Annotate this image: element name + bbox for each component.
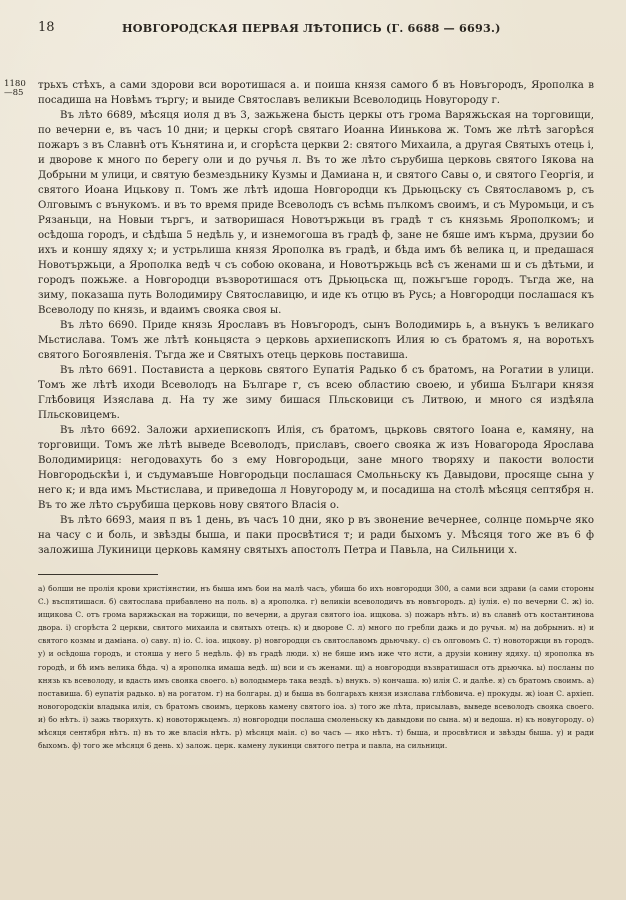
page-number: 18 [38,20,55,35]
footnotes [38,582,594,752]
footnote-text: а) болши не пролія крови христіянстии, нъ быша имъ бои на малѣ часъ, убиша бо ихъ новгородци 300, а сами вси здрави (а сами стороны С.) въспятишася. б) святослава прибавлено на поль. в) а ярополка. г) великiи всеволодичъ въ новъгородъ. д) іулія. е) по вечерни С. ж) іо. ищикова С. отъ грома варяжьская на торжищи, по вечерни, а другая святого іоа. ищкова. з) пожаръ нѣтъ. и) въ славнѣ отъ костантинова двора. і) сгорѣста 2 церкви, святого михаила и святыхъ отецъ. к) и дворове С. л) много по гребли дажь и до ручья. м) на добрыниъ. н) и святого козмы и даміана. о) саву. п) іо. С. іоа. ицкову. р) новгородци съ святославомъ дрьючьку. с) съ олговомъ С. т) новоторжци въ городъ. у) и осѣдоша городъ, и стояша у него 5 недѣль. ф) въ градѣ люди. х) не бяше имъ иже что ясти, а друзiи конину ядяху. ц) ярополка въ городѣ, и бѣ имъ велика бѣда. ч) а ярополка имаша ведѣ. ш) вси и съ женами. щ) а новгородци възвратишася отъ дрьючка. ы) посланы по князь къ всеволоду, и вдасть имъ свояка своего. ь) володымерь така вездѣ. ъ) внукъ. э) кончаша. ю) илія С. и далѣе. я) съ братомъ своимъ. а) поставиша. б) еупатія радько. в) на рогатом. г) на болгары. д) и быша въ болгарьхъ князя изяслава глѣбовича. е) прокуды. ж) іоан С. архiеп. новогородскiи владыка илія, съ братомъ своимъ, церковь камену святого іоа. з) того же лѣта, присылавъ, выведе всеволодъ свояка своего. и) бо нѣтъ. і) зажь творяхуть. к) новоторжьцемъ. л) новгородци послаша смоленьску къ давыдови по сына. м) и ведоша. н) къ новугороду. о) мѣсяця сентября нѣтъ. п) въ то же власія нѣтъ. р) мѣсяця маія. с) во часъ — яко нѣтъ. т) быша, и просвѣтися и звѣзды быша. у) и ради быхомъ. ф) того же мѣсяця 6 день. х) залож. церк. камену лукинци святого петра и павла, на сильници. [38,584,594,751]
paragraph-year-6690: Въ лѣто 6690. Приде князь Ярославъ въ Новъгородъ, сынъ Володимирь ь, а вънукъ ъ великаго Мьстислава. Томъ же лѣтѣ коньцяста э церковь архиепископъ Илия ю съ братомъ я, на воротьхъ святого Богоявленія. Тъгда же и Святыхъ отець церковь поставиша. [38,320,594,361]
running-head: НОВГОРОДСКАЯ ПЕРВАЯ ЛѢТОПИСЬ (Г. 6688 — 6693.) [122,21,501,35]
chronicle-text [38,78,594,558]
page-header [38,20,598,40]
margin-year-start: 1180 [4,79,26,89]
margin-year-end: —85 [4,88,24,98]
footnote-divider [38,574,158,575]
paragraph-year-6692: Въ лѣто 6692. Заложи архиепископъ Илія, съ братомъ, цьрковь святого Іоана е, камяну, на торговищи. Томъ же лѣтѣ выведе Всеволодъ, приславъ, своего свояка ж изъ Новагорода Ярослава Володимириця: негодовахуть бо з ему Новгородьци, зане много творяху и пакости волости Новгородьскѣи і, и съдумавъше Новгородьци послашася Смольньску къ Давыдови, просяще сына у него к; и вда имъ Мьстислава, и приведоша л Новугороду м, и посадиша на столѣ мѣсяця септября н. Въ то же лѣто сърубиша церковь нову святого Власія о. [38,425,594,511]
paragraph-year-6693: Въ лѣто 6693, маия п въ 1 день, въ часъ 10 дни, яко р въ звонение вечернее, солнце помьрче яко на часу с и боль, и звѣзды быша, и паки просвѣтися т; и ради быхомъ у. Мѣсяця того же въ 6 ф заложиша Лукиници церковь камяну святыхъ апостолъ Петра и Павьла, на Сильници х. [38,515,594,556]
paragraph-year-6691: Въ лѣто 6691. Постависта а церковь святого Еупатія Радько б съ братомъ, на Рогатии в улици. Томъ же лѣтѣ иходи Всеволодъ на Българе г, съ всею областию своею, и убиша Българи князя Глѣбовиця Изяслава д. На ту же зиму бишася Пльсковици съ Литвою, и много ся издѣяла Пльсковицемъ. [38,365,594,421]
paragraph-continuation: трьхъ стѣхъ, а сами здорови вси воротишася а. и поиша князя самого б въ Новъгородъ, Ярополка в посадиша на Новѣмъ търгу; и выиде Святославъ великыи Всеволодиць Новугороду г. [38,80,594,106]
margin-year-range [4,80,34,98]
paragraph-year-6689: Въ лѣто 6689, мѣсяця иоля д въ 3, зажьжена бысть церкы отъ грома Варяжьская на торговищи, по вечерни е, въ часъ 10 дни; и церкы сгорѣ святаго Иоанна Иинькова ж. Томъ же лѣтѣ загорѣся пожаръ з въ Славнѣ отъ Кънятина и, и сгорѣста церкви 2: святого Михаила, а другая Святыхъ отець і, и дворове к много по берегу оли и до ручья л. Въ то же лѣто сърубиша церковь святого Іякова на Добрыни м улици, и святую безмездьнику Кузмы и Дамиана н, и святого Савы о, и святого Георгія, и святого Иоана Ицькову п. Томъ же лѣтѣ идоша Новгородци къ Дрьюцьску съ Святославомъ р, съ Олговымъ с вънукомъ. и въ то время приде Всеволодъ съ всѣмь пълкомъ своимъ, и съ Муромьци, и съ Рязаньци, на Новыи търгъ, и затворишася Новотържьци въ градѣ т съ князьмь Ярополкомъ; и осѣдоша городъ, и сѣдѣша 5 недѣль у, и изнемогоша въ градѣ ф, зане не бяше имъ кърма, друзии бо ихъ и коншу ядяху х; и устрьлиша князя Ярополка въ градѣ, и бѣда имъ бѣ велика ц, и предашася Новотържьци, а Ярополка ведѣ ч съ собою окована, и Новотържьць всѣ съ женами ш и съ дѣтьми, и городъ пожьже. а Новгородци възворотишася отъ Дрьюцьска щ, пожьгъше городъ. Тъгда же, на зиму, показаша путь Володимиру Святославицю, и иде къ отцю въ Русь; а Новгородци послашася къ Всеволоду по князь, и вдаимъ свояка своя ы. [38,110,594,316]
